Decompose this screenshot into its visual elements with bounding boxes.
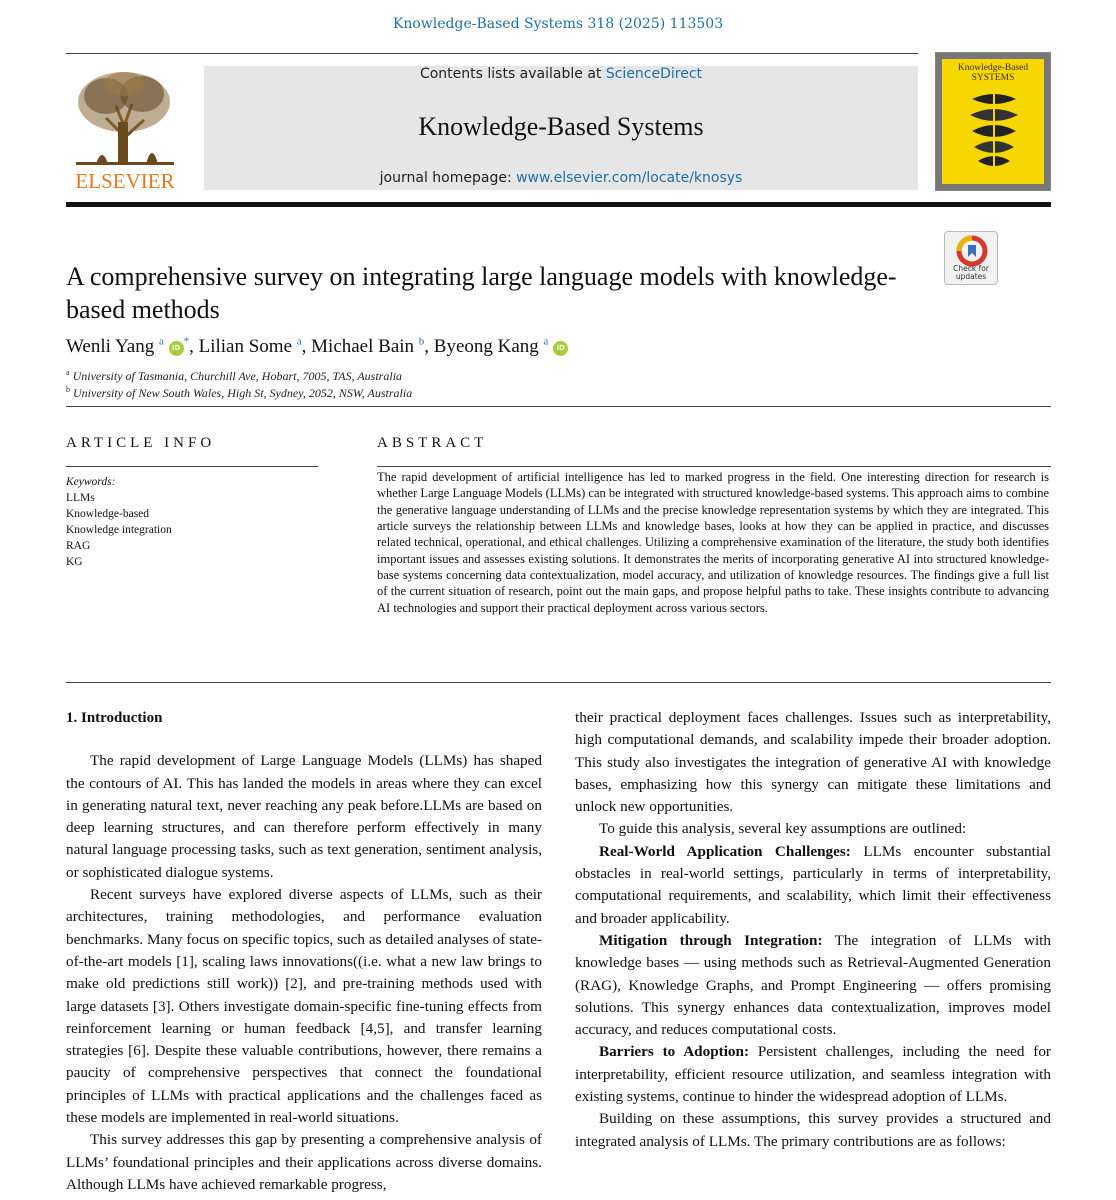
body-paragraph: Building on these assumptions, this survey provides a structured and integrated analysis of LLMs. The primary contributions are as follows: [575,1110,1051,1150]
cover-art-icon [942,59,1044,184]
homepage-prefix: journal homepage: [379,170,517,186]
assumption-lead: Barriers to Adoption: [599,1043,750,1061]
elsevier-tree-icon [66,66,184,192]
author-affiliation-mark[interactable]: a [543,335,549,348]
assumption-item [575,1041,1051,1108]
divider [66,682,1051,683]
author-list: Wenli Yang $^a$ iD*, Lilian Some $^a$, Michael Bain $^b$, Byeong Kang $^a$ iD [66,336,966,358]
body-column-right [575,707,1051,1153]
affiliation [66,368,402,384]
homepage-link[interactable]: www.elsevier.com/locate/knosys [516,170,743,186]
affiliation-mark: a [66,368,70,377]
check-updates-icon [945,232,999,268]
affiliation [66,385,412,401]
keyword: Knowledge integration [66,524,172,536]
assumption-item [575,930,1051,1041]
contents-prefix: Contents lists available at [419,66,606,82]
author-name[interactable]: Byeong Kang [433,336,539,357]
sciencedirect-link[interactable]: ScienceDirect [605,66,703,82]
cover-image [942,59,1044,184]
homepage-line [204,170,918,186]
contents-line [204,66,918,82]
publisher-name: ELSEVIER [75,169,175,192]
keyword: LLMs [66,492,95,504]
journal-title[interactable]: Knowledge-Based Systems [418,112,704,141]
check-for-updates-button[interactable] [944,231,998,285]
journal-cover[interactable] [935,52,1051,191]
divider [66,406,1051,407]
author-affiliation-mark[interactable]: a [296,335,302,348]
author-name[interactable]: Lilian Some [198,336,292,357]
check-updates-label: Check for updates [953,264,989,281]
keyword: RAG [66,540,91,552]
divider [377,466,1051,467]
journal-citation[interactable]: Knowledge-Based Systems 318 (2025) 113503 [392,16,724,32]
assumption-lead: Mitigation through Integration: [599,931,823,949]
corresponding-author-mark[interactable]: * [183,335,190,348]
keyword: KG [66,556,83,568]
affiliation-mark: b [66,385,70,394]
body-paragraph: To guide this analysis, several key assumptions are outlined: [599,820,967,838]
assumption-text: LLMs encounter substantial obstacles in real-world settings, particularly in terms of interpretability, computational requirements, and scalability, which limit their effectiveness and broader applicability. [575,842,1052,927]
body-paragraph: The rapid development of Large Language Models (LLMs) has shaped the contours of AI. This has landed the models in areas where they can excel in generating natural text, never reaching any peak before.LLMs are based on deep learning structures, and can therefore perform effectively in many natural language processing tasks, such as text generation, sentiment analysis, or sophisticated dialogue systems. [66,752,542,881]
author-name[interactable]: Michael Bain [311,336,415,357]
divider [66,53,918,54]
orcid-icon[interactable]: iD [169,341,184,356]
assumption-item [575,841,1051,930]
affiliation-text: University of New South Wales, High St, Sydney, 2052, NSW, Australia [73,386,413,400]
author-affiliation-mark[interactable]: a [158,335,164,348]
keywords-block [66,474,318,570]
cover-title: Knowledge-Based SYSTEMS [957,63,1029,83]
section-heading: 1. Introduction [66,710,163,726]
keyword: Knowledge-based [66,508,150,520]
affiliation-text: University of Tasmania, Churchill Ave, Hobart, 7005, TAS, Australia [72,369,403,383]
orcid-icon[interactable]: iD [553,341,568,356]
body-column-left [66,706,542,1196]
body-paragraph: Recent surveys have explored diverse aspects of LLMs, such as their architectures, training methodologies, and performance evaluation benchmarks. Many focus on specific topics, such as detailed analyses of state-of-the-art models [1], scaling laws innovations((i.e. what a new law brings to make old predictions still work)) [2], and pre-training methods used with large datasets [3]. Others investigate domain-specific fine-tuning effects from reinforcement learning or human feedback [4,5], and transfer learning strategies [6]. Despite these valuable contributions, however, there remains a paucity of comprehensive perspectives that connect the foundational principles of LLMs with practical applications and the challenges faced as these models are implemented in real-world situations. [66,886,542,1127]
abstract-text: The rapid development of artificial intelligence has led to marked progress in the field. One interesting direction for research is whether Large Language Models (LLMs) can be integrated with structured knowledge-based systems. This approach aims to combine the generative language understanding of LLMs and the precise knowledge representation systems by which they are integrated. This article surveys the relationship between LLMs and knowledge bases, looks at how they can be applied in practice, and discusses related technical, operational, and ethical challenges. Utilizing a comprehensive examination of the literature, the study both identifies important issues and assesses existing solutions. It demonstrates the merits of incorporating generative AI into structured knowledge-base systems concerning data contextualization, model accuracy, and utilization of knowledge resources. The findings give a full list of the current situation of research, point out the main gaps, and propose helpful paths to take. These insights contribute to advancing AI technologies and support their practical deployment across various sectors. [377,470,1049,615]
assumption-lead: Real-World Application Challenges: [599,842,851,860]
elsevier-logo[interactable] [66,66,184,192]
body-paragraph: This survey addresses this gap by presenting a comprehensive analysis of LLMs’ foundational principles and their applications across diverse domains. Although LLMs have achieved remarkable progress, [66,1131,542,1193]
journal-banner [204,66,918,190]
assumption-text: The integration of LLMs with knowledge bases — using methods such as Retrieval-Augmented Generation (RAG), Knowledge Graphs, and Prompt Engineering — offers promising solutions. This synergy enhances data contextualization, improves model accuracy, and reduces computational costs. [575,931,1051,1039]
author-name[interactable]: Wenli Yang [66,336,155,357]
header-divider [66,202,1051,207]
abstract-heading: ABSTRACT [377,435,488,451]
article-info-heading: ARTICLE INFO [66,435,216,451]
author-affiliation-mark[interactable]: b [418,335,425,348]
divider [66,466,318,467]
assumption-text: Persistent challenges, including the need for interpretability, efficient resource utilization, and seamless integration with existing systems, continue to hinder the widespread adoption of LLMs. [575,1043,1051,1106]
body-paragraph: their practical deployment faces challenges. Issues such as interpretability, high computational demands, and scalability impede their broader adoption. This study also investigates the integration of generative AI with knowledge bases, emphasizing how this synergy can mitigate these limitations and unlock new opportunities. [575,709,1051,816]
keywords-label: Keywords: [66,476,116,488]
article-title: A comprehensive survey on integrating large language models with knowledge-based methods [66,262,897,324]
